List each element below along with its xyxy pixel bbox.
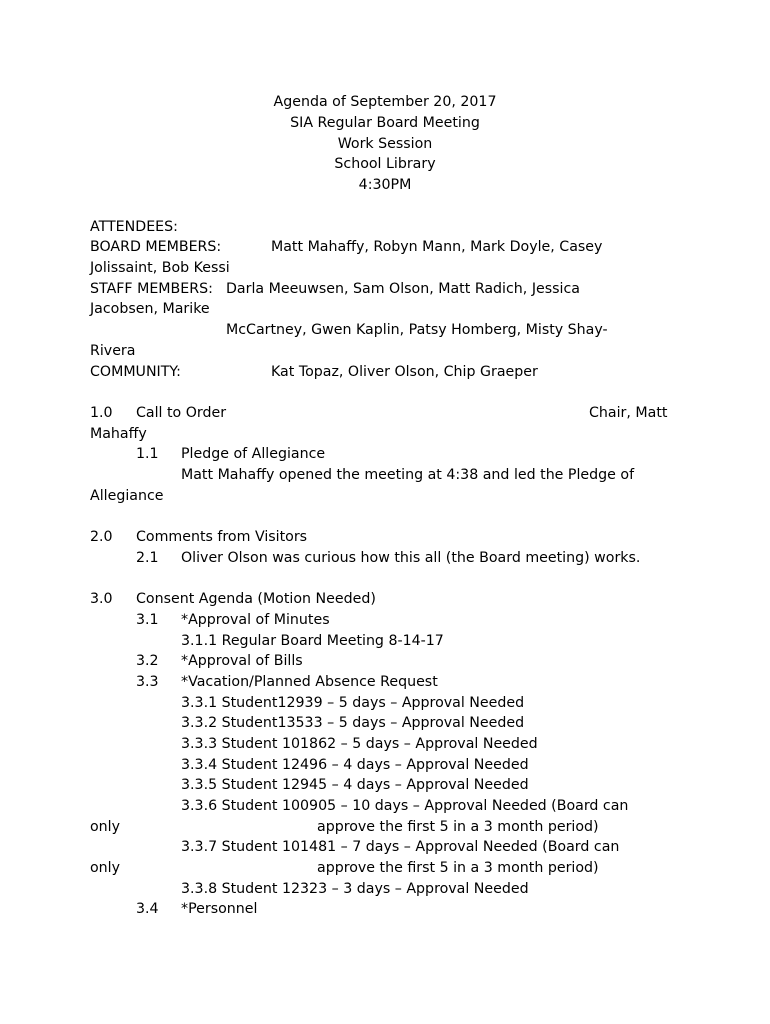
community-label: COMMUNITY: (90, 364, 181, 380)
staff-members-names-cont3: Rivera (90, 343, 136, 359)
section-1-lead-cont: Mahaffy (90, 426, 147, 442)
item-1-1-note: Matt Mahaffy opened the meeting at 4:38 and led the Pledge of (181, 467, 635, 483)
board-members-names-cont: Jolissaint, Bob Kessi (90, 260, 230, 276)
item-2-1-text: Oliver Olson was curious how this all (the Board meeting) works. (181, 550, 641, 566)
section-2-number: 2.0 (90, 529, 113, 545)
item-1-1-number: 1.1 (136, 446, 159, 462)
item-2-1-number: 2.1 (136, 550, 159, 566)
item-3-4-number: 3.4 (136, 901, 159, 917)
section-3-number: 3.0 (90, 591, 113, 607)
attendees-heading: ATTENDEES: (90, 219, 178, 235)
item-3-3-6-cont: approve the first 5 in a 3 month period) (317, 819, 599, 835)
item-3-3-6: 3.3.6 Student 100905 – 10 days – Approval Needed (Board can (181, 798, 629, 814)
item-3-3-1: 3.3.1 Student12939 – 5 days – Approval Needed (181, 695, 525, 711)
section-1-number: 1.0 (90, 405, 113, 421)
section-3-title: Consent Agenda (Motion Needed) (136, 591, 376, 607)
section-1-title: Call to Order (136, 405, 227, 421)
board-members-label: BOARD MEMBERS: (90, 239, 222, 255)
board-members-names: Matt Mahaffy, Robyn Mann, Mark Doyle, Casey (271, 239, 603, 255)
item-3-1-text: *Approval of Minutes (181, 612, 330, 628)
meeting-title: SIA Regular Board Meeting (290, 115, 480, 131)
item-3-1-1: 3.1.1 Regular Board Meeting 8-14-17 (181, 633, 444, 649)
item-3-3-8: 3.3.8 Student 12323 – 3 days – Approval Needed (181, 881, 529, 897)
item-3-2-number: 3.2 (136, 653, 159, 669)
staff-members-names-cont: Jacobsen, Marike (90, 301, 210, 317)
item-3-3-7: 3.3.7 Student 101481 – 7 days – Approval Needed (Board can (181, 839, 620, 855)
community-names: Kat Topaz, Oliver Olson, Chip Graeper (271, 364, 538, 380)
item-3-3-number: 3.3 (136, 674, 159, 690)
item-3-2-text: *Approval of Bills (181, 653, 303, 669)
item-1-1-title: Pledge of Allegiance (181, 446, 326, 462)
meeting-location: School Library (334, 156, 436, 172)
staff-members-names: Darla Meeuwsen, Sam Olson, Matt Radich, Jessica (226, 281, 580, 297)
item-3-3-4: 3.3.4 Student 12496 – 4 days – Approval Needed (181, 757, 529, 773)
item-3-3-7-only: only (90, 860, 121, 876)
item-3-3-text: *Vacation/Planned Absence Request (181, 674, 438, 690)
item-3-3-6-only: only (90, 819, 121, 835)
item-3-4-text: *Personnel (181, 901, 258, 917)
item-3-3-3: 3.3.3 Student 101862 – 5 days – Approval Needed (181, 736, 538, 752)
item-3-3-7-cont: approve the first 5 in a 3 month period) (317, 860, 599, 876)
item-3-3-5: 3.3.5 Student 12945 – 4 days – Approval Needed (181, 777, 529, 793)
section-1-lead: Chair, Matt (589, 405, 668, 421)
item-3-3-2: 3.3.2 Student13533 – 5 days – Approval Needed (181, 715, 525, 731)
meeting-time: 4:30PM (358, 177, 412, 193)
staff-members-label: STAFF MEMBERS: (90, 281, 213, 297)
staff-members-names-cont2: McCartney, Gwen Kaplin, Patsy Homberg, Misty Shay- (226, 322, 608, 338)
item-1-1-note-cont: Allegiance (90, 488, 164, 504)
agenda-date: Agenda of September 20, 2017 (273, 94, 497, 110)
item-3-1-number: 3.1 (136, 612, 159, 628)
session-type: Work Session (337, 136, 433, 152)
section-2-title: Comments from Visitors (136, 529, 308, 545)
